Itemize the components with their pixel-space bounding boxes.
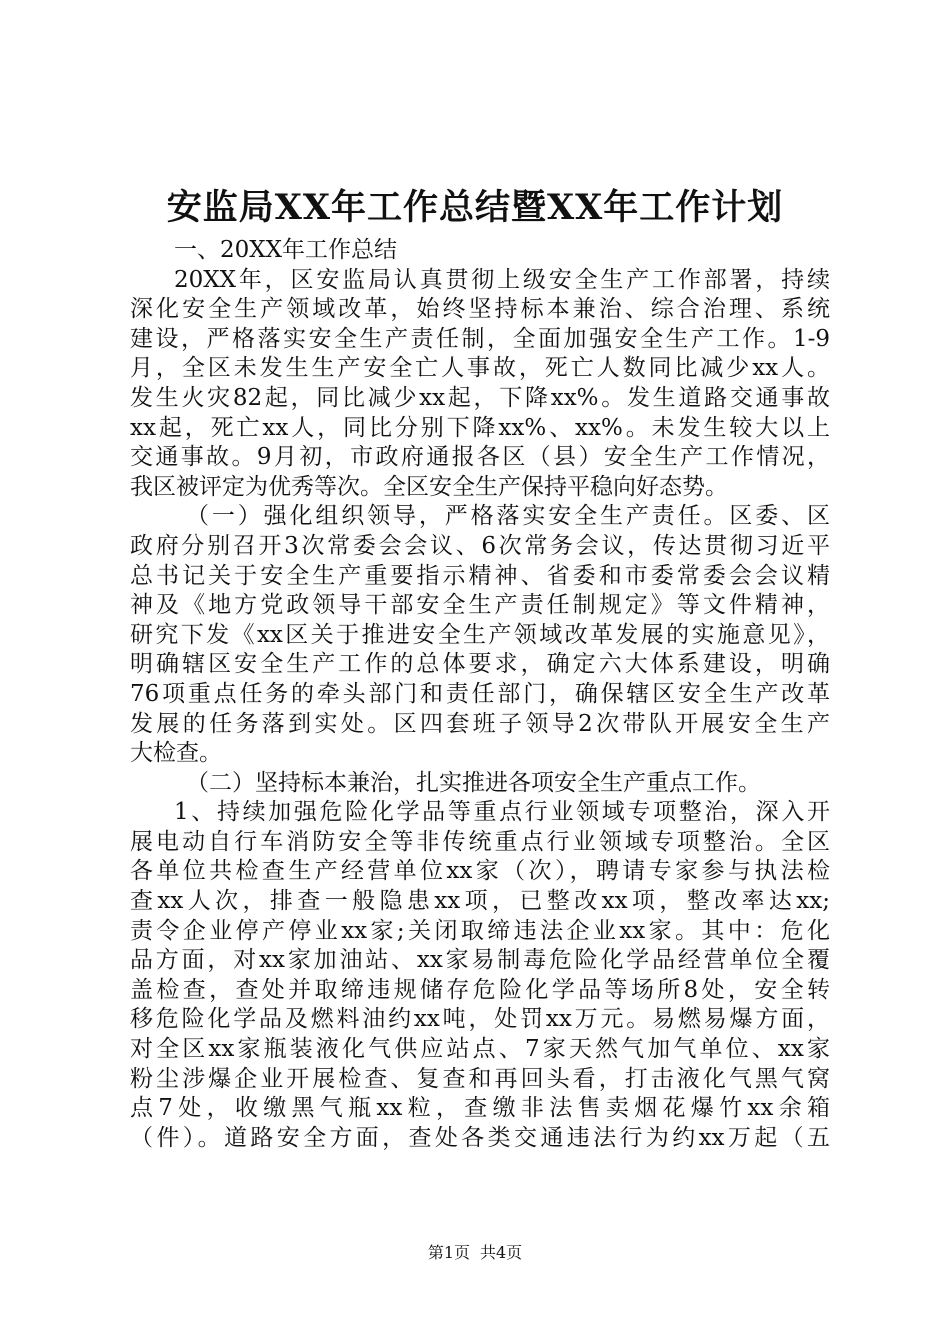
paragraph-line: xx起，死亡xx人，同比分别下降xx%、xx%。未发生较大以上 — [130, 414, 830, 441]
paragraph-line: （件）。道路安全方面，查处各类交通违法行为约xx万起（五 — [130, 1124, 830, 1151]
paragraph-line: 大检查。 — [130, 740, 222, 767]
paragraph-line: 总书记关于安全生产重要指示精神、省委和市委常委会会议精 — [130, 562, 830, 589]
section-heading: 一、20XX年工作总结 — [174, 237, 398, 263]
page-footer — [0, 1243, 950, 1263]
page-total: 共4页 — [480, 1243, 523, 1262]
paragraph-line: 深化安全生产领域改革，始终坚持标本兼治、综合治理、系统 — [130, 296, 830, 323]
paragraph-line: 查xx人次，排查一般隐患xx项，已整改xx项，整改率达xx; — [130, 888, 830, 915]
paragraph-line: 盖检查，查处并取缔违规储存危险化学品等场所8处，安全转 — [130, 976, 830, 1003]
paragraph-line: 神及《地方党政领导干部安全生产责任制规定》等文件精神， — [130, 592, 830, 619]
paragraph-line: 责令企业停产停业xx家;关闭取缔违法企业xx家。其中：危化 — [130, 917, 830, 944]
subsection-heading: （二）坚持标本兼治，扎实推进各项安全生产重点工作。 — [186, 769, 761, 796]
paragraph-line: 76项重点任务的牵头部门和责任部门，确保辖区安全生产改革 — [130, 680, 830, 707]
paragraph-line: 展电动自行车消防安全等非传统重点行业领域专项整治。全区 — [130, 828, 830, 855]
page-number: 第1页 — [427, 1243, 470, 1262]
paragraph-line: 交通事故。9月初，市政府通报各区（县）安全生产工作情况， — [130, 444, 830, 471]
paragraph-line: 月，全区未发生生产安全亡人事故，死亡人数同比减少xx人。 — [130, 355, 830, 382]
paragraph-line: 明确辖区安全生产工作的总体要求，确定六大体系建设，明确 — [130, 651, 830, 678]
paragraph-line: 品方面，对xx家加油站、xx家易制毒危险化学品经营单位全覆 — [130, 947, 830, 974]
paragraph-line: 我区被评定为优秀等次。全区安全生产保持平稳向好态势。 — [130, 473, 728, 500]
paragraph-line: 发展的任务落到实处。区四套班子领导2次带队开展安全生产 — [130, 710, 830, 737]
paragraph-line: 20XX年，区安监局认真贯彻上级安全生产工作部署，持续 — [174, 266, 830, 293]
paragraph-line: 政府分别召开3次常委会会议、6次常务会议，传达贯彻习近平 — [130, 532, 830, 559]
paragraph-line: （一）强化组织领导，严格落实安全生产责任。区委、区 — [186, 503, 830, 530]
paragraph-line: 发生火灾82起，同比减少xx起，下降xx%。发生道路交通事故 — [130, 384, 830, 411]
paragraph-line: 对全区xx家瓶装液化气供应站点、7家天然气加气单位、xx家 — [130, 1036, 830, 1063]
paragraph-line: 1、持续加强危险化学品等重点行业领域专项整治，深入开 — [174, 799, 830, 826]
paragraph-line: 移危险化学品及燃料油约xx吨，处罚xx万元。易燃易爆方面， — [130, 1006, 830, 1033]
document-title: 安监局XX年工作总结暨XX年工作计划 — [166, 187, 784, 228]
paragraph-line: 研究下发《xx区关于推进安全生产领域改革发展的实施意见》， — [130, 621, 830, 648]
paragraph-line: 粉尘涉爆企业开展检查、复查和再回头看，打击液化气黑气窝 — [130, 1065, 830, 1092]
paragraph-line: 各单位共检查生产经营单位xx家（次），聘请专家参与执法检 — [130, 858, 830, 885]
paragraph-line: 建设，严格落实安全生产责任制，全面加强安全生产工作。1-9 — [130, 325, 830, 352]
document-body — [130, 236, 830, 1153]
paragraph-line: 点7处，收缴黑气瓶xx粒，查缴非法售卖烟花爆竹xx余箱 — [130, 1095, 830, 1122]
